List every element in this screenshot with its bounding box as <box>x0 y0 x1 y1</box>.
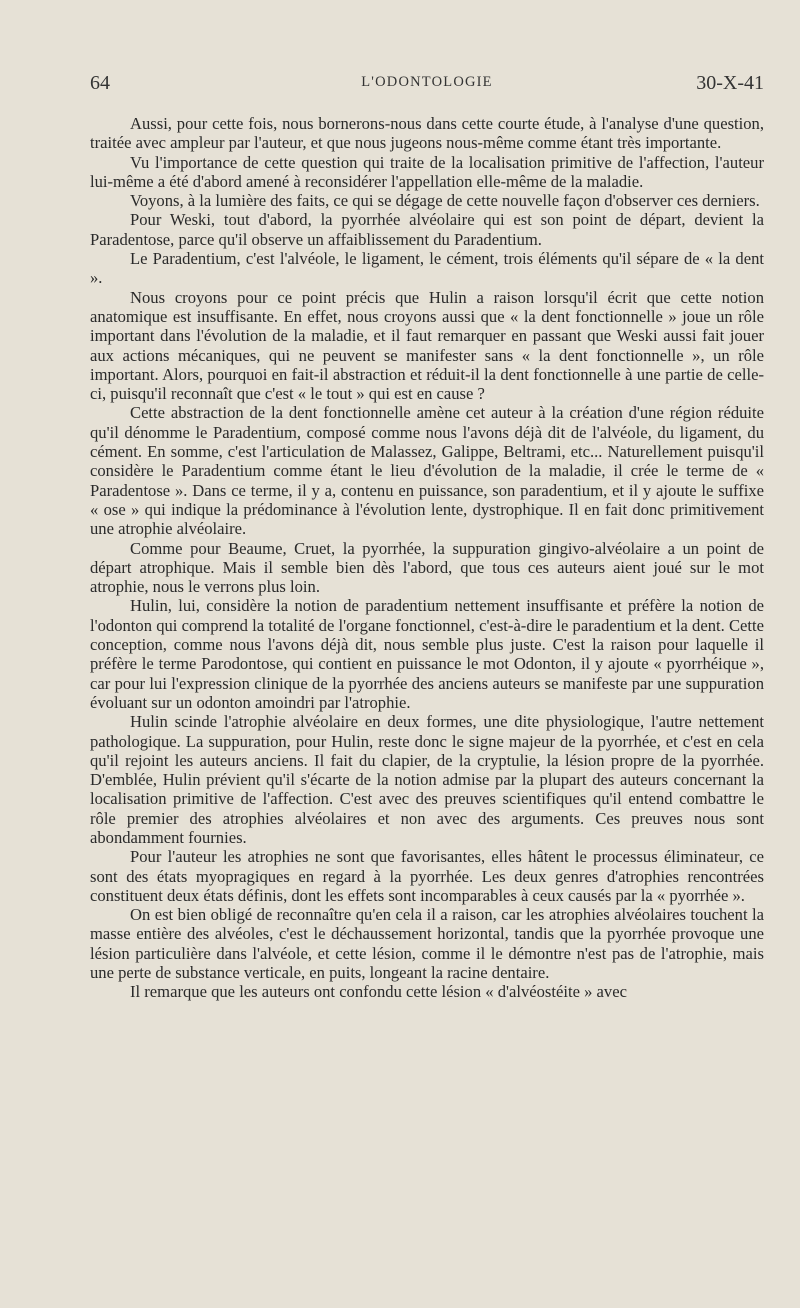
journal-title: L'ODONTOLOGIE <box>361 74 493 90</box>
issue-date: 30-X-41 <box>696 72 764 94</box>
paragraph: Cette abstraction de la dent fonctionnelle amène cet auteur à la création d'une région réduite qu'il dénomme le Paradentium, composé comme nous l'avons déjà dit de l'alvéole, du ligament, du cément. En somme, c'est l'articulation de Malassez, Galippe, Beltrami, etc... Naturellement puisqu'il considère le Paradentium comme étant le lieu d'évolution de la maladie, il crée le terme de « Paradentose ». Dans ce terme, il y a, contenu en puissance, son paradentium, et il y ajoute le suffixe « ose » qui indique la prédominance à l'évolution lente, dystrophique. Il en fait donc primitivement une atrophie alvéolaire. <box>90 403 764 539</box>
paragraph: Aussi, pour cette fois, nous bornerons-nous dans cette courte étude, à l'analyse d'une question, traitée avec ampleur par l'auteur, et que nous jugeons nous-même comme étant très importante. <box>90 114 764 153</box>
paragraph: Nous croyons pour ce point précis que Hulin a raison lorsqu'il écrit que cette notion anatomique est insuffisante. En effet, nous croyons aussi que « la dent fonctionnelle » joue un rôle important dans l'évolution de la maladie, et il faut remarquer en passant que Weski aussi fait jouer aux actions mécaniques, qui ne peuvent se manifester sans « la dent fonctionnelle », un rôle important. Alors, pourquoi en fait-il abstraction et réduit-il la dent fonctionnelle à une partie de celle-ci, puisqu'il reconnaît que c'est « le tout » qui est en cause ? <box>90 287 764 404</box>
paragraph: On est bien obligé de reconnaître qu'en cela il a raison, car les atrophies alvéolaires touchent la masse entière des alvéoles, c'est le déchaussement horizontal, tandis que la pyorrhée provoque une lésion particulière dans l'alvéole, et cette lésion, comme il le démontre n'est pas de l'atrophie, mais une perte de substance verticale, en puits, longeant la racine dentaire. <box>90 905 764 983</box>
running-header <box>90 72 764 98</box>
paragraph: Il remarque que les auteurs ont confondu cette lésion « d'alvéostéite » avec <box>130 982 627 1002</box>
paragraph: Comme pour Beaume, Cruet, la pyorrhée, la suppuration gingivo-alvéolaire a un point de départ atrophique. Mais il semble bien dès l'abord, que tous ces auteurs aient joué sur le mot atrophie, nous le verrons plus loin. <box>90 538 764 597</box>
paragraph: Voyons, à la lumière des faits, ce qui se dégage de cette nouvelle façon d'observer ces derniers. <box>130 191 760 211</box>
paragraph: Pour l'auteur les atrophies ne sont que favorisantes, elles hâtent le processus éliminateur, ce sont des états myopragiques en regard à la pyorrhée. Les deux genres d'atrophies rencontrées constituent deux états définis, dont les effets sont incomparables à ceux causés par la « pyorrhée ». <box>90 847 764 905</box>
paragraph: Pour Weski, tout d'abord, la pyorrhée alvéolaire qui est son point de départ, devient la Paradentose, parce qu'il observe un affaiblissement du Paradentium. <box>90 210 764 249</box>
page-number: 64 <box>90 72 110 94</box>
article-body <box>90 114 764 1002</box>
paragraph: Le Paradentium, c'est l'alvéole, le ligament, le cément, trois éléments qu'il sépare de « la dent ». <box>90 249 764 288</box>
paragraph: Vu l'importance de cette question qui traite de la localisation primitive de l'affection, l'auteur lui-même a été d'abord amené à reconsidérer l'appellation elle-même de la maladie. <box>90 152 764 191</box>
paragraph: Hulin scinde l'atrophie alvéolaire en deux formes, une dite physiologique, l'autre nettement pathologique. La suppuration, pour Hulin, reste donc le signe majeur de la pyorrhée, et c'est en cela qu'il rejoint les auteurs anciens. Il fait du clapier, de la cryptulie, la lésion propre de la pyorrhée. D'emblée, Hulin prévient qu'il s'écarte de la notion admise par la plupart des auteurs concernant la localisation primitive de l'affection. C'est avec des preuves scientifiques qu'il entend combattre le rôle premier des atrophies alvéolaires et non avec des arguments. Ces preuves nous sont abondamment fournies. <box>90 712 764 847</box>
paragraph: Hulin, lui, considère la notion de paradentium nettement insuffisante et préfère la notion de l'odonton qui comprend la totalité de l'organe fonctionnel, c'est-à-dire le paradentium et la dent. Cette conception, comme nous l'avons déjà dit, nous semble plus juste. C'est la raison pour laquelle il préfère le terme Parodontose, qui contient en puissance le mot Odonton, il y ajoute « pyorrhéique », car pour lui l'expression clinique de la pyorrhée des anciens auteurs se manifeste par une suppuration évoluant sur un odonton amoindri par l'atrophie. <box>90 596 764 712</box>
